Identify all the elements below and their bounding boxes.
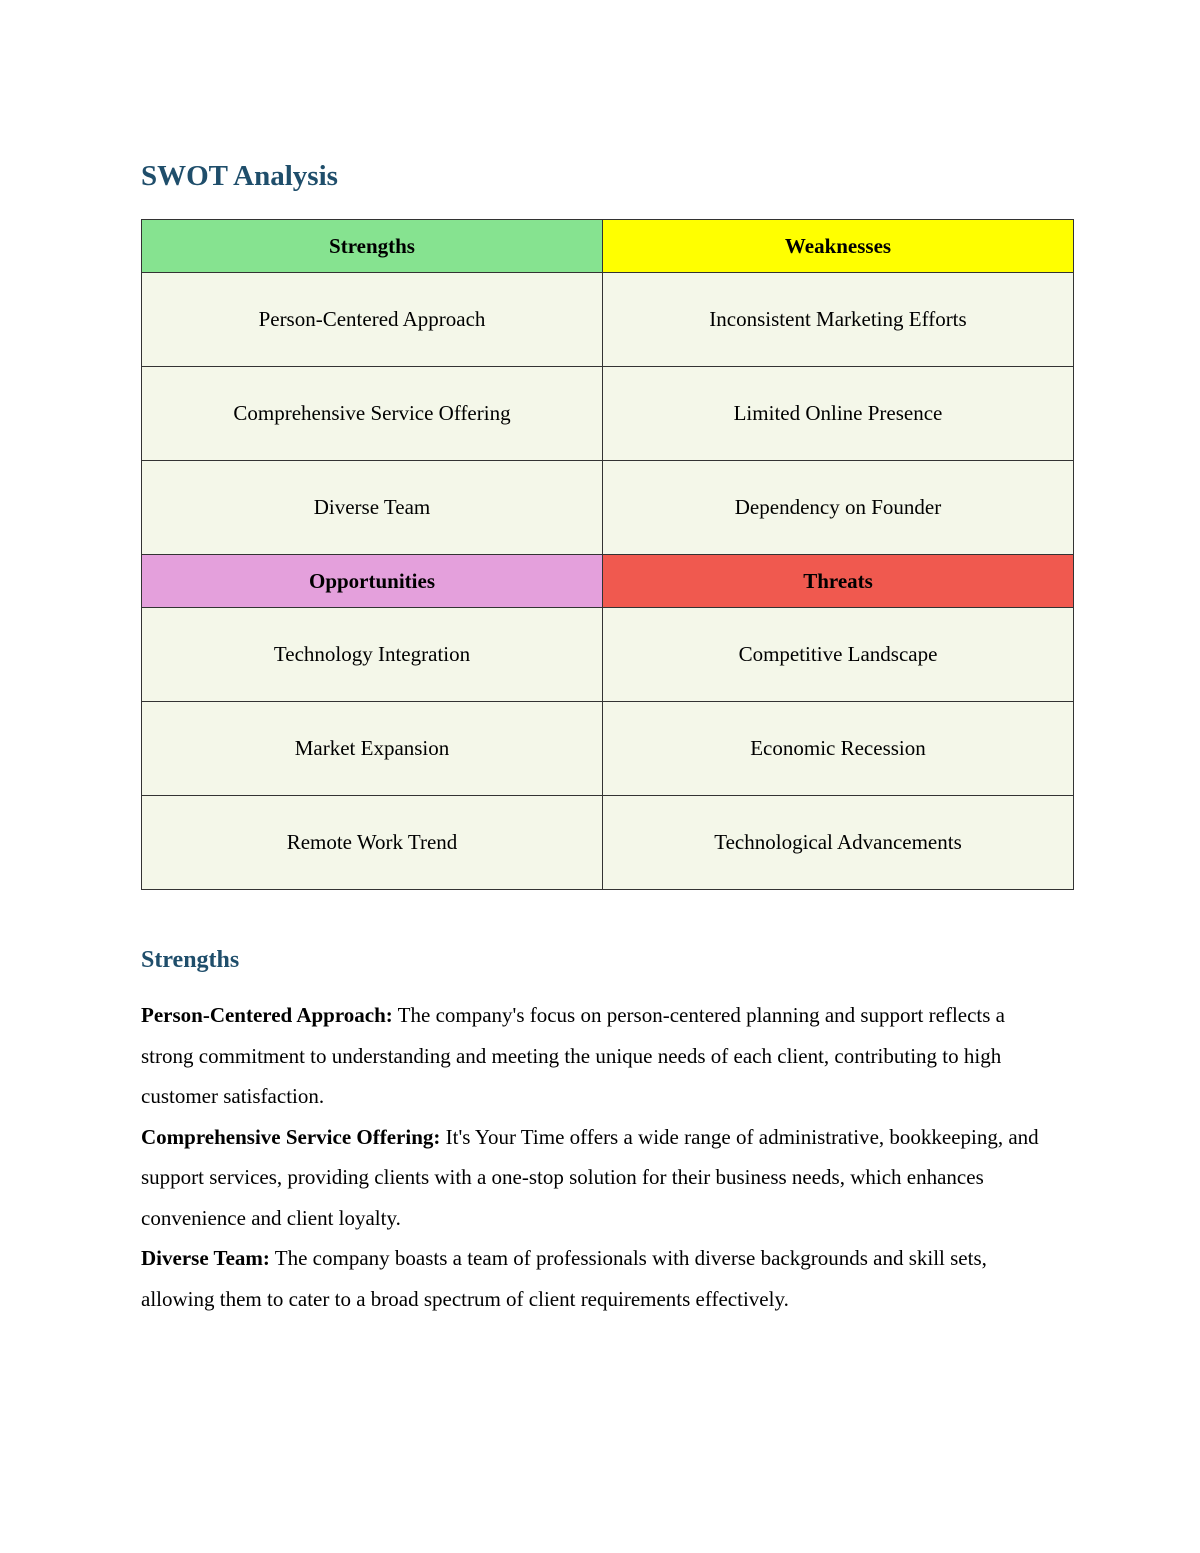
- table-cell: Diverse Team: [142, 461, 603, 555]
- swot-table: [141, 219, 1074, 890]
- table-cell: Economic Recession: [603, 702, 1074, 796]
- table-cell: Remote Work Trend: [142, 796, 603, 890]
- table-cell: Technological Advancements: [603, 796, 1074, 890]
- section-body: [141, 995, 1061, 1319]
- strengths-header: Strengths: [142, 220, 603, 273]
- table-cell: Dependency on Founder: [603, 461, 1074, 555]
- section-heading: Strengths: [141, 947, 240, 973]
- paragraph: [141, 995, 1061, 1117]
- paragraph-term: Diverse Team:: [141, 1246, 270, 1270]
- table-cell: Person-Centered Approach: [142, 273, 603, 367]
- table-cell: Comprehensive Service Offering: [142, 367, 603, 461]
- table-row: [142, 367, 1074, 461]
- table-cell: Limited Online Presence: [603, 367, 1074, 461]
- weaknesses-header: Weaknesses: [603, 220, 1074, 273]
- table-cell: Competitive Landscape: [603, 608, 1074, 702]
- paragraph-term: Comprehensive Service Offering:: [141, 1124, 441, 1149]
- page-title: SWOT Analysis: [141, 160, 338, 192]
- paragraph: [141, 1117, 1061, 1239]
- table-cell: Inconsistent Marketing Efforts: [603, 273, 1074, 367]
- paragraph-text: It's Your Time offers a wide range of administrative, bookkeeping, and support services, providing clients with a one-stop solution for their business needs, which enhances convenience and client loyalty.: [141, 1124, 1039, 1230]
- paragraph-text: The company's focus on person-centered planning and support reflects a strong commitment to understanding and meeting the unique needs of each client, contributing to high customer satisfaction.: [141, 1003, 1005, 1108]
- paragraph-term: Person-Centered Approach:: [141, 1003, 393, 1027]
- table-row: [142, 273, 1074, 367]
- table-cell: Market Expansion: [142, 702, 603, 796]
- paragraph-text: The company boasts a team of professionals with diverse backgrounds and skill sets, allowing them to cater to a broad spectrum of client requirements effectively.: [141, 1246, 987, 1311]
- opportunities-header: Opportunities: [142, 555, 603, 608]
- table-header-row: [142, 220, 1074, 273]
- table-row: [142, 461, 1074, 555]
- table-row: [142, 608, 1074, 702]
- table-cell: Technology Integration: [142, 608, 603, 702]
- table-header-row: [142, 555, 1074, 608]
- paragraph: [141, 1238, 1061, 1319]
- table-row: [142, 796, 1074, 890]
- threats-header: Threats: [603, 555, 1074, 608]
- table-row: [142, 702, 1074, 796]
